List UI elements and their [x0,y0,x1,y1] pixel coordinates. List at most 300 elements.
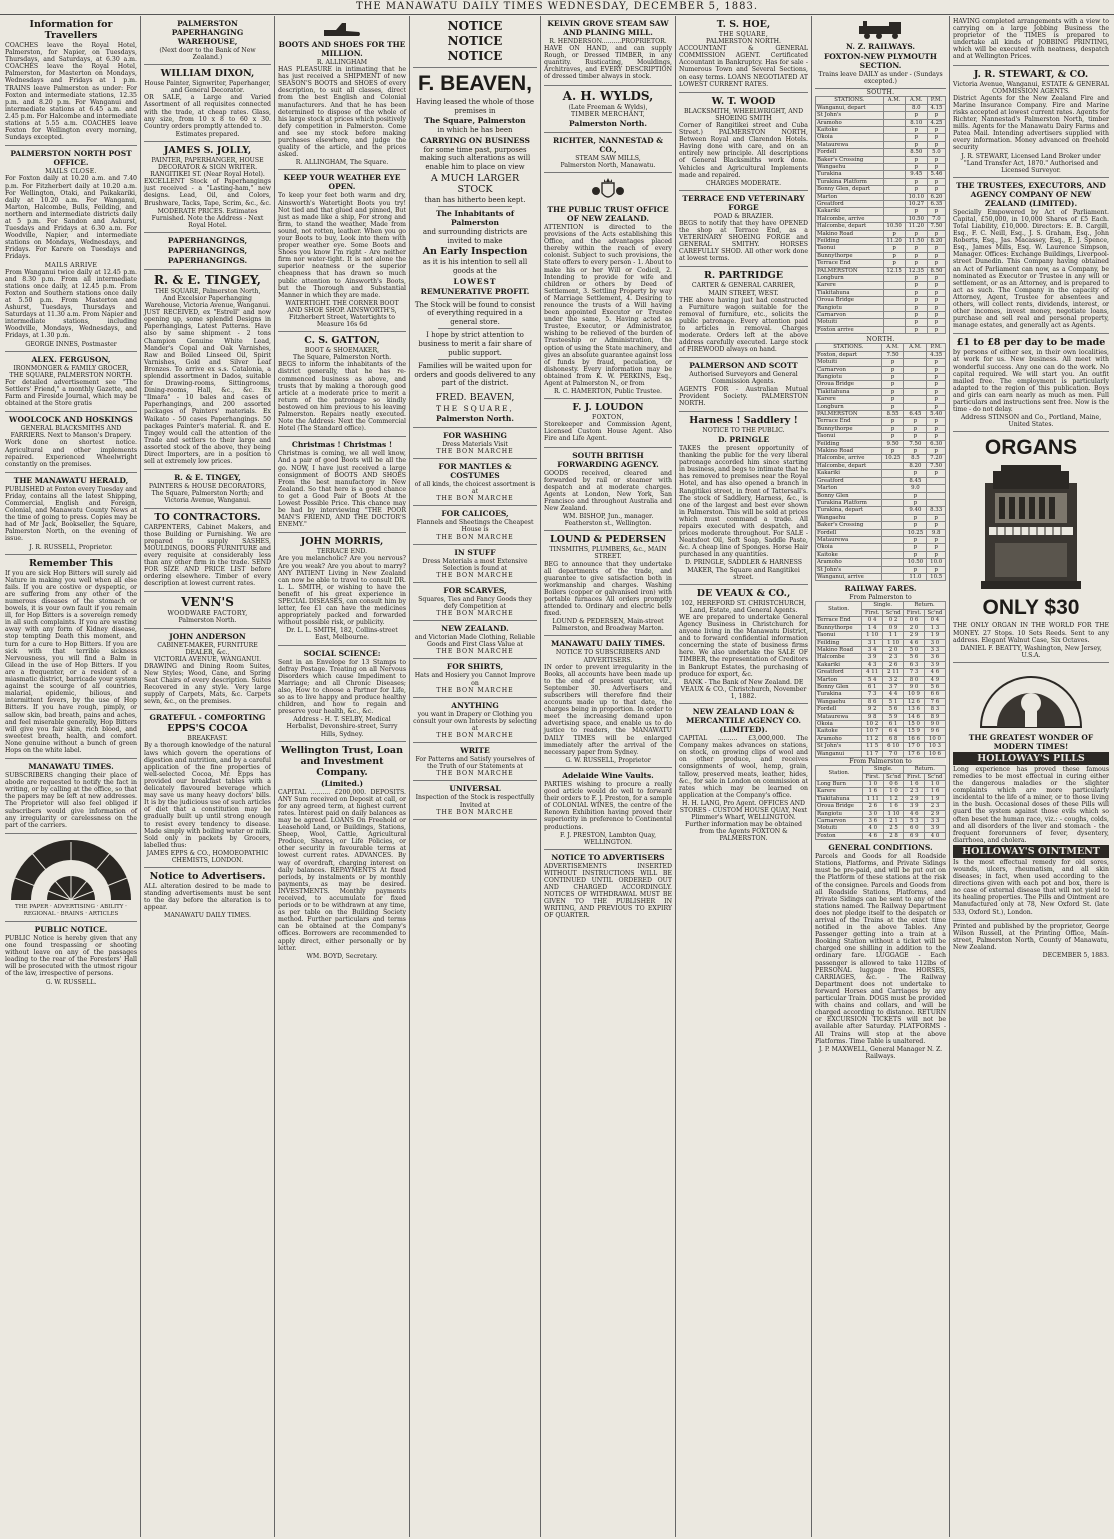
table-cell: 11.20 [883,238,905,245]
palmerson-scott-ad [679,358,808,411]
ad-title: SOUTH BRITISH FORWARDING AGENCY. [557,450,659,469]
table-cell: p [927,374,946,381]
ad-body: DRAWING and Dining Room Suites, New Styles; Wood, Cane, and Spring Seat Chairs of every description. Suites Recovered in any style. Very large supply of Carpets, Mats, &c. Carpets sewn, &c., on the premises. [144,662,271,706]
fare-header: Single. [862,602,904,609]
table-cell: 10 6 [924,750,945,757]
table-cell: Makino Road [816,230,884,237]
table-cell: 5 3 [904,817,924,824]
table-cell: p [927,252,945,259]
loudon-ad [544,399,672,447]
table-row [816,418,946,425]
ad-emphasis: A MUCH LARGER STOCK [430,172,520,195]
table-row [816,462,946,469]
epps-cocoa-ad [144,710,271,868]
table-cell: Carnarvon [816,366,882,373]
ad-subtitle: THE SQUARE, Palmerston North, [154,287,261,295]
table-cell: Wangaehu [816,163,884,170]
table-row [816,499,946,506]
ad-subtitle: The Square, Palmerston North. [292,354,392,362]
table-cell [883,156,905,163]
bon-marche-ad [413,781,537,819]
advertising-wheel-icon [7,838,135,902]
table-cell: p [927,126,945,133]
tingey-painters [144,470,271,508]
veterinary-forge-ad [679,191,808,268]
table-row [816,803,946,810]
fare-header: Single. [863,766,904,773]
table-cell: 0 2 [883,617,904,624]
table-cell: PALMERSTON [816,267,884,274]
ad-emphasis: LOWEST [453,276,497,286]
table-cell: 6.45 [904,411,927,418]
columns [2,16,1112,1537]
table-row [816,403,946,410]
ad-title: FOR MANTLES & COSTUMES [438,462,512,481]
timetable-header-cell: A.M. [905,97,927,104]
table-cell [883,141,905,148]
ad-title: DE VEAUX & CO., [696,587,791,599]
table-cell: 4 11 [862,669,883,676]
table-row [816,617,946,624]
ad-title: Christmas ! Christmas ! [291,440,393,450]
table-cell [883,163,905,170]
table-cell: p [927,326,945,333]
table-cell: Foxton, depart [816,351,882,358]
table-cell: 9 2 [862,706,883,713]
venns-ad [144,592,271,628]
ad-title: WOOLCOCK AND HOSKINGS [9,415,133,425]
imprint-body: Printed and published by the proprietor, George Wilson Russell, at the Printing Office, Main-street, Palmerston North, County of Manawatu, New Zealand. [953,922,1109,951]
table-cell [883,193,905,200]
table-cell: 8.20 [904,462,927,469]
table-cell: p [905,260,927,267]
column-1 [2,16,141,1537]
ad-body: If you are sick Hop Bitters will surely aid Nature in making you well when all else fails. If you are costive or dyspeptic, or are suffering from any other of the numerous diseases of the stomach or bowels, it is your own fault if you remain ill, for Hop Bitters is a sovereign remedy in all such complaints. If you are wasting away with any form of Kidney disease, stop tempting Death this moment, and turn for a cure to Hop Bitters. If you are sick with that terrible sickness Nervousness, you will find a Balm in Gilead in the use of Hop Bitters. If you are a frequenter, or a resident of a miasmatic district, barricade your system against the scourge of all countries, malarial, epidemic, bilious, and intermittent fevers, by the use of Hop Bitters. If you have rough, pimply, or sallow skin, bad breath, pains and aches, and feel miserable generally, Hop Bitters will give you fair skin, rich blood, and sweetest breath, health, and comfort. None genuine without a bunch of green Hops on the white label. [5,569,137,754]
ad-subtitle: VICTORIA AVENUE, WANGANUI. [154,655,261,663]
table-cell [883,208,905,215]
table-cell: Aramoho [816,559,882,566]
table-cell: 10.10 [905,193,927,200]
table-row [816,743,946,750]
table-cell [883,149,905,156]
table-cell: 4 6 [924,669,945,676]
table-cell: 0 4 [924,617,945,624]
table-cell: 1 10 [883,639,904,646]
table-cell: 0 9 [883,624,904,631]
woolcock-ad [5,412,137,473]
table-cell: 11 2 [862,735,883,742]
table-cell: p [927,448,946,455]
table-cell: p [905,208,927,215]
table-cell: p [927,319,945,326]
hoe-ad [679,16,808,93]
ad-body: Inspection of the Stock is respectfully Invited at [415,794,535,809]
gatton-ad [278,332,406,437]
table-row [816,289,946,296]
tingey-ad [144,270,271,470]
table-row [816,817,946,824]
table-cell: Makino Road [816,646,862,653]
paperhanging-warehouse [144,16,271,65]
table-cell: Terrace End [816,260,884,267]
table-cell [904,403,927,410]
table-row [816,425,946,432]
table-cell: 2 0 [883,646,904,653]
ad-title: GENERAL CONDITIONS. [828,843,933,853]
general-conditions [815,840,946,1063]
table-cell [883,289,905,296]
table-cell: 3 0 [863,810,883,817]
table-row [816,252,946,259]
holloway-emblem-icon [971,667,1091,731]
ad-body: in which he has been [437,126,513,135]
herald-ad [5,473,137,555]
ad-signature: THE SQUARE, [436,403,514,413]
bon-marche-ad [413,621,537,659]
table-cell: St John's [816,566,882,573]
ad-body: Specially Empowered by Act of Parliament. Capital, £50,000, in 10,000 Shares of £5 Each. Total Liability, £10,000. Directors: E. B. Cargill, Esq., F. C. Neill, Esq., J. S. Graham, Esq., John Roberts, Esq., Jas. Macassey, Esq., E. J. Spence, Esq., James Mills, Esq. W. Laurence Simpson, Manager. Offices: Exchange Buildings, Liverpool-street Dunedin. This Company having obtained an Act of Parliament can now, as a Company, be nominated as Executor or Trustee in any will or settlement, or as an Attorney, and is prepared to act as such. The Company in the capacity of Attorney, Agent, Trustee for absentees and others, will collect rents, dividends, interest, or other incomes, invest money, negotiate loans, purchase and sell real and personal property, manage estates, and generally act as Agents. [953,208,1109,330]
table-cell: p [927,418,946,425]
table-cell: 7.50 [904,440,927,447]
badge-word: BRAINS [60,910,84,917]
ad-subtitle: NOTICE TO THE PUBLIC. [702,426,785,434]
table-cell: 5.0 [927,149,945,156]
table-cell: 6.20 [927,193,945,200]
table-cell [883,282,905,289]
table-cell: 2 8 [883,832,904,839]
table-cell: p [927,230,945,237]
table-cell: 7.50 [927,462,946,469]
ad-signature: MANAWATU DAILY TIMES. [164,912,251,920]
trust-loan-ad [278,742,406,963]
ad-body: and Victorian Made Clothing, Reliable Goods and First Class Value at [414,634,536,649]
table-cell: Halcombe [816,654,862,661]
table-row [816,245,946,252]
table-row [816,522,946,529]
table-cell: p [927,208,945,215]
table-cell: p [905,156,927,163]
ad-signature: Dr. L. L. SMITH, 182, Collins-street East, Melbourne. [286,627,398,642]
table-cell: 8.50 [905,149,927,156]
table-cell: Foxton [816,832,863,839]
ad-subtitle: THE SQUARE, [718,31,769,38]
ad-title: FOR CALICOES, [441,509,509,519]
table-cell: p [927,551,946,558]
table-row [816,485,946,492]
table-cell: p [905,163,927,170]
table-cell: 7.20 [927,455,946,462]
ad-title: F. J. LOUDON [572,402,644,414]
table-cell: Taonui [816,632,862,639]
ad-signature: Address - H. T. SELBY, Medical Herbalist, Devonshire-street, Surry Hills, Sydney. [286,716,398,738]
table-cell: 9 6 [924,728,945,735]
table-cell [881,536,904,543]
table-cell: Wangaehu [816,514,882,521]
table-cell: p [904,551,927,558]
ad-title: Notice to Advertisers. [149,871,266,883]
table-cell [881,470,904,477]
ad-body: HAVE ON HAND, and can supply Rough, or Dressed TIMBER, in any quantity. Rusticating, Mouldings, Architraves, and EVERY DESCRIPTION of dressed timber always in stock. [544,45,672,81]
ad-title: FOR WASHING [443,430,507,440]
table-row [816,149,946,156]
table-cell: Mataurewa [816,713,862,720]
ad-body: Storekeeper and Commission Agent, Licensed Custom House Agent. Also Fire and Life Agent. [544,421,672,443]
ad-title: JOHN ANDERSON [169,631,246,641]
ad-title: R. PARTRIDGE [703,270,784,282]
table-cell: 5 1 [883,698,904,705]
shop-name: THE BON MARCHE [436,648,514,656]
locomotive-icon [853,20,909,40]
table-cell [883,112,905,119]
table-cell: 5 6 [924,683,945,690]
table-row [816,573,946,580]
timetable-body [816,351,946,581]
table-cell: Marton [816,193,884,200]
table-cell: 8.55 [881,411,904,418]
table-cell: p [927,425,946,432]
table-cell [881,485,904,492]
table-cell: Marton [816,676,862,683]
ad-subtitle: TERRACE END. [316,548,368,556]
table-cell: 6 1 [883,720,904,727]
ad-title: KELVIN GROVE STEAM SAW AND PLANING MILL. [547,19,669,37]
table-cell: 17 6 [904,750,925,757]
table-cell: 3 2 [883,676,904,683]
ointment-banner: HOLLOWAY'S OINTMENT [953,845,1109,858]
table-cell: p [905,312,927,319]
hop-bitters-ad [5,555,137,759]
table-cell: 11 5 [862,743,883,750]
table-cell: 10 0 [924,735,945,742]
ad-subtitle: Authorised Surveyors and General Commission Agents. [689,371,798,386]
table-cell: 1 3 [924,624,945,631]
table-cell: 4 0 [924,832,945,839]
table-cell: 0 6 [883,780,904,787]
table-cell: 4 9 [924,676,945,683]
table-cell: 2 3 [904,788,924,795]
table-cell: 10 3 [924,743,945,750]
fare-header: Station. [816,766,863,781]
jolly-ad [144,142,271,233]
notice-banner [413,16,537,68]
table-cell [883,304,905,311]
ad-signature: J. R. RUSSELL, Proprietor. [29,543,113,551]
table-row [816,728,946,735]
table-cell: Long Burn [816,780,863,787]
table-row [816,676,946,683]
table-cell: 2 0 [904,624,925,631]
table-cell [883,119,905,126]
table-cell: p [927,156,945,163]
table-cell: p [881,396,904,403]
table-row [816,470,946,477]
ad-title: Remember This [28,557,114,569]
ad-body: Dress Materials a most Extensive Selection is found at [422,557,528,572]
notice-line: NOTICE [447,34,503,48]
table-cell: 8 0 [904,676,925,683]
table-cell: p [905,178,927,185]
table-cell: Wanganui, depart [816,104,884,111]
table-row [816,230,946,237]
ad-subtitle: R. HENDERSON..........PROPRIETOR. [549,38,667,45]
ad-title: ORGANS [984,436,1078,460]
ferguson-ad [5,352,137,413]
ad-subtitle: EPPS'S COCOA [167,723,248,735]
ad-body: Is the most effectual remedy for old sores, wounds, ulcers, rheumatism, and all skin diseases; in fact, when used according to the directions given with each pot and box, there is no case of external disease that will not yield to its healing properties. The Pills and Ointment are Manufactured only at 78, New Oxford St. (late 533, Oxford St.), London. [953,858,1109,916]
table-cell: p [927,381,946,388]
shop-name: THE BON MARCHE [436,686,514,694]
table-cell [883,275,905,282]
table-cell: 11.50 [905,238,927,245]
table-cell: 1 9 [924,795,945,802]
ad-title: SOCIAL SCIENCE: [303,648,381,658]
table-cell: 3 1 [862,639,883,646]
ad-signature: CHARGES MODERATE. [705,179,782,187]
ad-body: you want in Drapery or Clothing you consult your own Interests by selecting at [413,710,537,732]
ad-subtitle: FOXTON, [592,414,624,422]
ad-body: PARTIES wishing to procure a really good article would do well to forward their orders to F. J. Preston, for a sample of COLONIAL WINES, the centre of the Renown Exhibition having proved their superiority in preference to Continental productions. [544,780,672,831]
fare-header: Return. [904,602,946,609]
ad-subtitle: The Square, Palmerston North; and Victoria Avenue, Wanganui. [151,490,264,505]
table-cell: p [883,252,905,259]
table-cell: Kaitoke [816,551,882,558]
table-cell: Kaitoke [816,126,884,133]
table-row [816,624,946,631]
ad-body: THE ONLY ORGAN IN THE WORLD FOR THE MONEY. 27 Stops. 10 Sets Reeds. Sent to any address. Elegant Walnut Case, Six Octaves. [953,622,1109,644]
de-veaux-ad [679,585,808,704]
table-cell: 16 6 [904,735,925,742]
ad-body: by persons of either sex, in their own localities, at work for us. New business. All meet with wonderful success. Any one can do the work. No capital required. We will start you. An outfit mailed free. The employment is particularly adapted to the region of this publication. Boys and girls can earn nearly as much as men. Full particulars and instructions sent free. Now is the time - do not delay. [953,349,1109,414]
table-cell: 10.50 [905,215,927,222]
table-cell: Mataurewa [816,536,882,543]
table-cell: 2 9 [904,795,924,802]
timetable-header-cell: STATIONS. [816,97,884,104]
ad-emphasis: CARRYING ON BUSINESS [420,135,530,145]
table-cell: 8 6 [862,698,883,705]
table-cell: p [927,134,945,141]
table-cell: 3 9 [924,661,945,668]
shop-name: THE BON MARCHE [436,610,514,618]
table-cell: 7 3 [904,669,925,676]
table-cell: Greatford [816,477,882,484]
table-cell: p [904,448,927,455]
table-cell: 7 6 [924,698,945,705]
table-cell [904,359,927,366]
ad-subtitle: (Late Freeman & Wylds), [568,103,648,111]
timetable-header-cell: A.M. [881,344,904,351]
table-cell: p [883,230,905,237]
table-row [816,832,946,839]
ad-body: THE above having just had constructed a Furniture wagon suitable for the removal of furniture, etc., solicits the public patronage. Every attention paid to articles in removal. Charges moderate. Orders left at the above address carefully executed. Large stock of FIREWOOD always on hand. [679,296,808,354]
table-cell: p [904,536,927,543]
bon-marche-ad [413,428,537,459]
table-cell: Baker's Crossing [816,156,884,163]
anderson-ad [144,629,271,711]
table-cell: Tiakitahuna [816,795,863,802]
ad-title: UNIVERSAL [449,784,501,794]
table-row [816,178,946,185]
ad-body: Hats and Hosiery you Cannot Improve on [414,672,536,687]
table-row [816,639,946,646]
column-6 [676,16,812,1537]
table-cell: 8.20 [927,238,945,245]
table-cell: 9.45 [905,171,927,178]
table-row [816,566,946,573]
table-row [816,825,946,832]
ad-line: PAPERHANGINGS, [167,235,248,245]
table-cell: p [881,448,904,455]
table-row [816,477,946,484]
shop-name: THE BON MARCHE [436,732,514,740]
table-cell: 9.50 [881,440,904,447]
ad-subtitle: MAILS ARRIVE [44,261,98,269]
table-cell: Oroua Bridge [816,803,863,810]
ad-subtitle: TINSMITHS, PLUMBERS, &c., MAIN STREET. [549,546,667,561]
table-cell: 4.15 [927,104,945,111]
timetable-header [816,344,946,351]
table-cell [883,297,905,304]
table-cell [883,312,905,319]
south-label: SOUTH. [866,89,895,97]
table-cell [904,381,927,388]
ad-subtitle: POAD & BRAZIER. [713,212,774,220]
table-cell: Tiakitahuna [816,388,882,395]
ad-subtitle: PAINTER, PAPERHANGER, HOUSE DECORATOR & SIGN WRITER. [151,156,264,172]
table-cell: 5.40 [927,411,946,418]
pills-banner: HOLLOWAY'S PILLS [953,752,1109,765]
ad-subtitle: House Painter, Signwriter, Paperhanger, and General Decorator. [144,80,271,95]
table-row [816,141,946,148]
ad-title: PUBLIC NOTICE. [34,925,108,934]
table-cell: p [927,388,946,395]
table-row [816,492,946,499]
table-cell: 8.45 [904,477,927,484]
ad-title: NEW ZEALAND. [441,624,509,634]
ad-subtitle: RANGITIKEI ST. (Near Royal Hotel). [150,171,265,179]
ad-title: R. & E. TINGEY, [174,473,241,483]
table-cell: Greatford [816,200,884,207]
ad-title: NEW ZEALAND LOAN & MERCANTILE AGENCY CO. (LIMITED). [686,707,801,735]
ad-body: For Foxton daily at 10.20 a.m. and 7.40 p.m. For Fitzherbert daily at 10.20 a.m. For Wellington, Otaki, and Paikakariki, daily at 10.20 a.m. For Wanganui, Marton, Halcombe, Bulls, Feilding, and northern and intermediate districts daily at 5 p.m. For Sandon and Ashurst, Tuesdays and Fridays at 6.30 a.m. For Woodville, Napier, and intermediate stations on Mondays, Wednesdays, and Fridays. For Karere on Tuesdays and Fridays. [5,175,137,261]
table-cell: 12.35 [905,267,927,274]
table-cell: p [927,366,946,373]
table-cell: 4 0 [863,825,883,832]
table-cell [881,559,904,566]
table-cell [883,319,905,326]
table-row [816,193,946,200]
ad-title: N. Z. RAILWAYS. [846,42,915,51]
ad-title: ANYTHING [451,700,499,710]
imprint [953,921,1109,962]
bon-marche-ad [413,698,537,743]
table-cell: 3 6 [924,654,945,661]
holloway-ad [953,663,1109,921]
table-row [816,713,946,720]
table-row [816,200,946,207]
table-cell: Fordell [816,529,882,536]
table-cell [883,215,905,222]
table-cell: p [881,381,904,388]
ad-title: THE PUBLIC TRUST OFFICE OF NEW ZEALAND. [547,204,669,223]
table-cell: 9.0 [904,485,927,492]
shop-name: THE BON MARCHE [436,495,514,503]
ad-body: Flannels and Sheetings the Cheapest House is [416,519,534,534]
table-cell: Turakina [816,691,862,698]
table-cell: 2 11 [883,669,904,676]
ad-title: BOOTS AND SHOES FOR THE MILLION. [278,40,406,58]
table-cell: 12.15 [883,267,905,274]
coat-of-arms-icon [588,177,628,203]
